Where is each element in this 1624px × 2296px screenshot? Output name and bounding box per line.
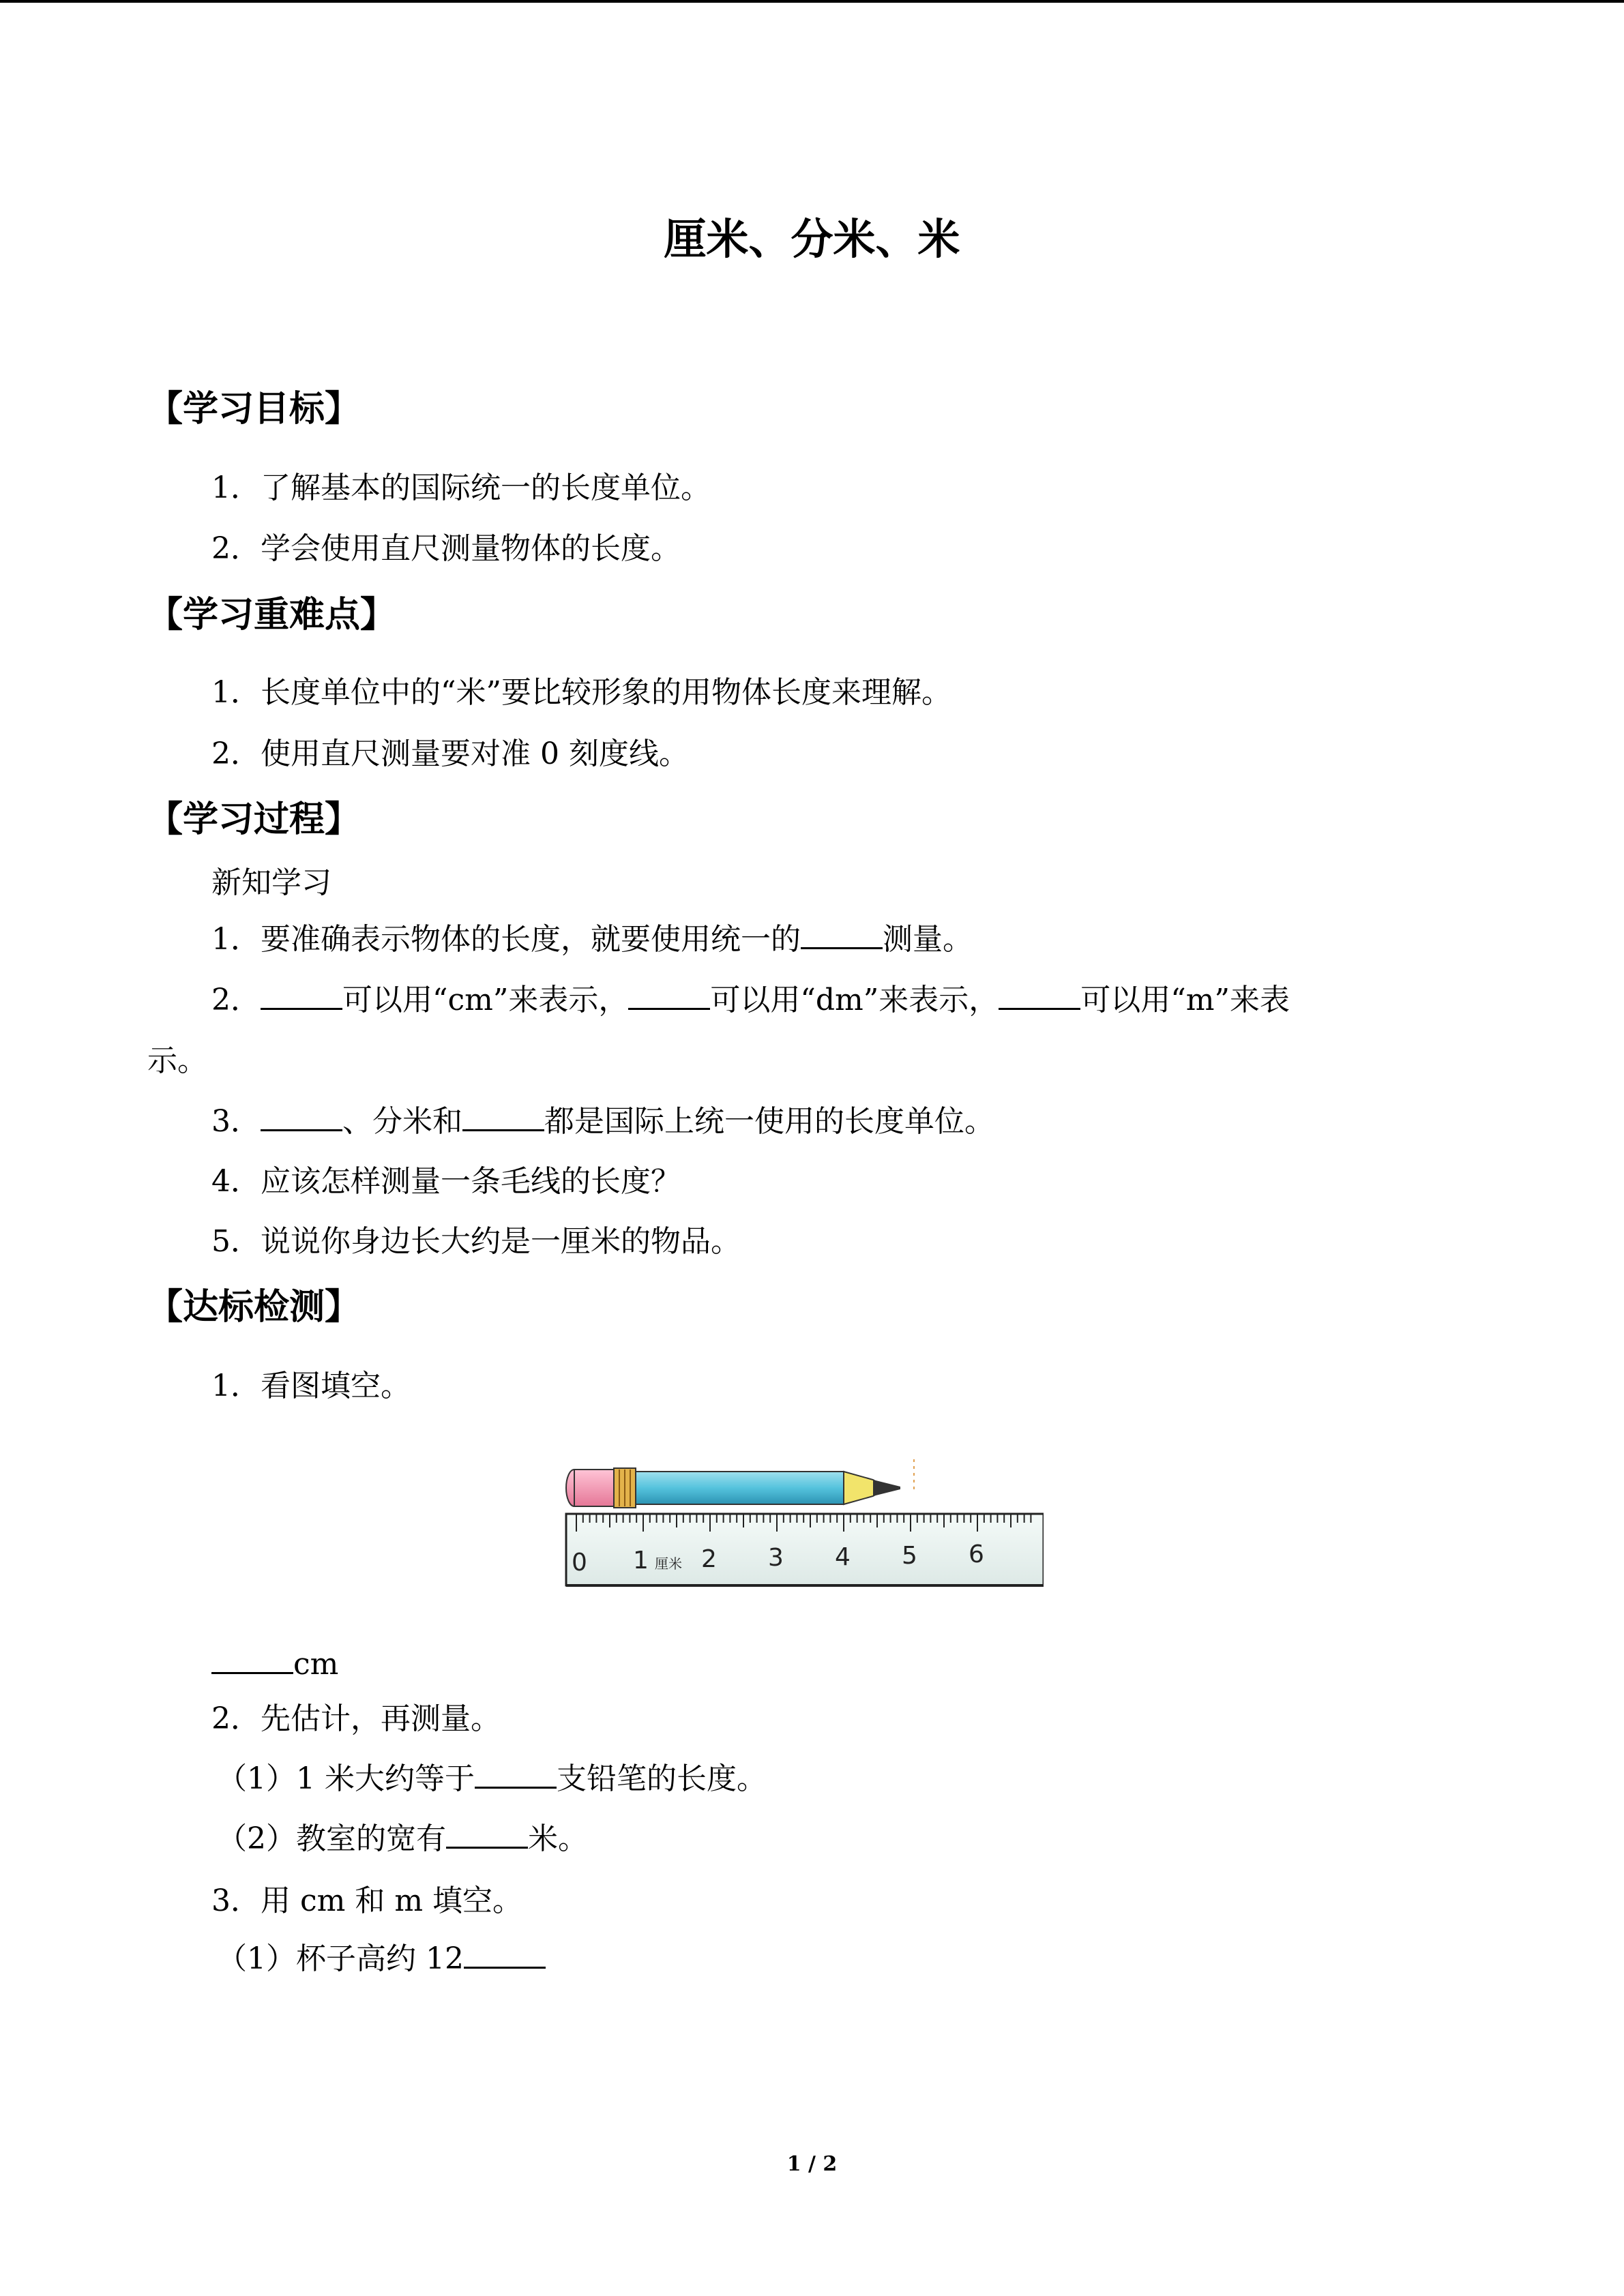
process-question-2-text-c: 可以用“dm”来表示， [710,983,999,1017]
section-heading-key-points: 【学习重难点】 [147,595,396,636]
process-question-3 [211,1099,994,1144]
fill-blank[interactable] [464,1937,546,1969]
ruler-label-2: 2 [701,1545,717,1573]
goal-item-2: 2．学会使用直尺测量物体的长度。 [211,531,681,566]
check-question-2-2-text-b: 米。 [528,1821,588,1856]
process-question-1-text-b: 测量。 [883,922,973,957]
fill-blank[interactable] [462,1099,544,1131]
check-question-1: 1．看图填空。 [211,1369,411,1403]
check-question-2-1-text-a: （1）1 米大约等于 [217,1761,475,1796]
page-number: 1 / 2 [786,2152,838,2176]
process-question-3-text-c: 都是国际上统一使用的长度单位。 [544,1104,994,1139]
check-question-2-2 [217,1817,588,1862]
check-question-2-1-text-b: 支铅笔的长度。 [556,1761,767,1796]
check-question-2-2-text-a: （2）教室的宽有 [217,1821,446,1856]
fill-blank[interactable] [628,978,710,1010]
process-question-2-wrap: 示。 [147,1043,207,1078]
process-question-1-text-a: 1．要准确表示物体的长度，就要使用统一的 [211,922,801,957]
fill-blank[interactable] [446,1817,528,1849]
ruler-label-6: 6 [969,1540,984,1568]
fill-blank[interactable] [261,978,342,1010]
process-question-2-text-b: 可以用“cm”来表示， [342,983,629,1017]
fill-blank[interactable] [999,978,1080,1010]
process-question-5: 5．说说你身边长大约是一厘米的物品。 [211,1224,741,1259]
check-question-3-1 [217,1937,546,1982]
process-subheading: 新知学习 [211,865,331,900]
ruler-label-3: 3 [768,1544,784,1572]
ruler-label-4: 4 [835,1543,851,1571]
pencil-ruler-figure [559,1446,1044,1609]
process-question-2-text-d: 可以用“m”来表 [1080,983,1290,1017]
process-question-2 [211,978,1290,1023]
goal-item-1: 1．了解基本的国际统一的长度单位。 [211,471,711,505]
check-question-3: 3．用 cm 和 m 填空。 [211,1883,523,1918]
fill-blank[interactable] [211,1642,293,1674]
key-point-item-2: 2．使用直尺测量要对准 0 刻度线。 [211,736,689,771]
check-question-2: 2．先估计，再测量。 [211,1701,501,1736]
process-question-4: 4．应该怎样测量一条毛线的长度？ [211,1164,681,1199]
ruler-unit-label: 厘米 [655,1555,682,1572]
check-question-2-1 [217,1757,767,1802]
page-top-border [0,0,1624,3]
fill-blank[interactable] [801,917,883,949]
ruler-label-1: 1 [633,1547,649,1575]
section-heading-check: 【达标检测】 [147,1287,361,1328]
process-question-3-text-b: 、分米和 [342,1104,462,1139]
process-question-1 [211,917,973,962]
answer-unit: cm [293,1647,339,1682]
section-heading-goals: 【学习目标】 [147,389,361,430]
fill-blank[interactable] [475,1757,557,1789]
section-heading-process: 【学习过程】 [147,799,361,840]
check-question-1-answer [211,1642,338,1687]
ruler [566,1514,1044,1585]
page-title: 厘米、分米、米 [664,214,960,264]
process-question-3-text-a: 3． [211,1104,261,1139]
fill-blank[interactable] [261,1099,342,1131]
key-point-item-1: 1．长度单位中的“米”要比较形象的用物体长度来理解。 [211,675,951,710]
check-question-3-1-text: （1）杯子高约 12 [217,1941,464,1976]
process-question-2-text-a: 2． [211,983,261,1017]
ruler-label-0: 0 [572,1549,587,1577]
pencil-icon [566,1468,900,1508]
ruler-label-5: 5 [902,1542,917,1570]
